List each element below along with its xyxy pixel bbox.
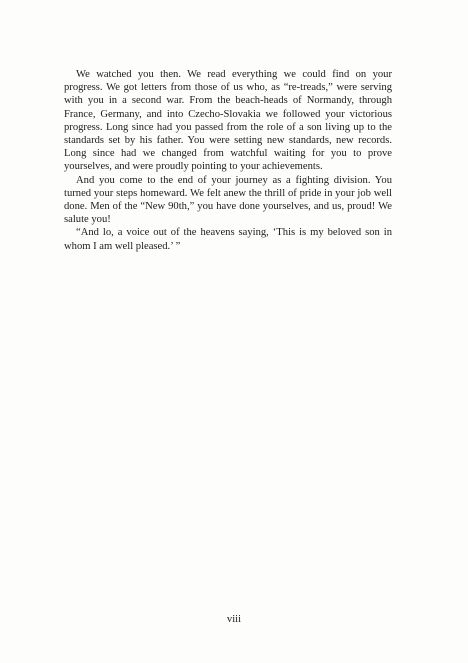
paragraph-3: “And lo, a voice out of the heavens saying, ‘This is my beloved son in whom I am well pleased.’ ” [64, 227, 392, 252]
paragraph-1: We watched you then. We read everything we could find on your progress. We got letters from those of us who, as “re-treads,” were serving with you in a second war. From the beach-heads of Normandy, through France, Germany, and into Czecho-Slovakia we followed your victorious progress. Long since had you passed from the role of a son living up to the standards set by his father. You were setting new standards, new records. Long since had we changed from watchful waiting for you to prove yourselves, and were proudly pointing to your achievements. [64, 69, 392, 173]
body-text [64, 68, 392, 253]
page-number: viii [226, 614, 242, 625]
paragraph-2: And you come to the end of your journey as a fighting division. You turned your steps homeward. We felt anew the thrill of pride in your job well done. Men of the “New 90th,” you have done yourselves, and us, proud! We salute you! [64, 174, 392, 226]
